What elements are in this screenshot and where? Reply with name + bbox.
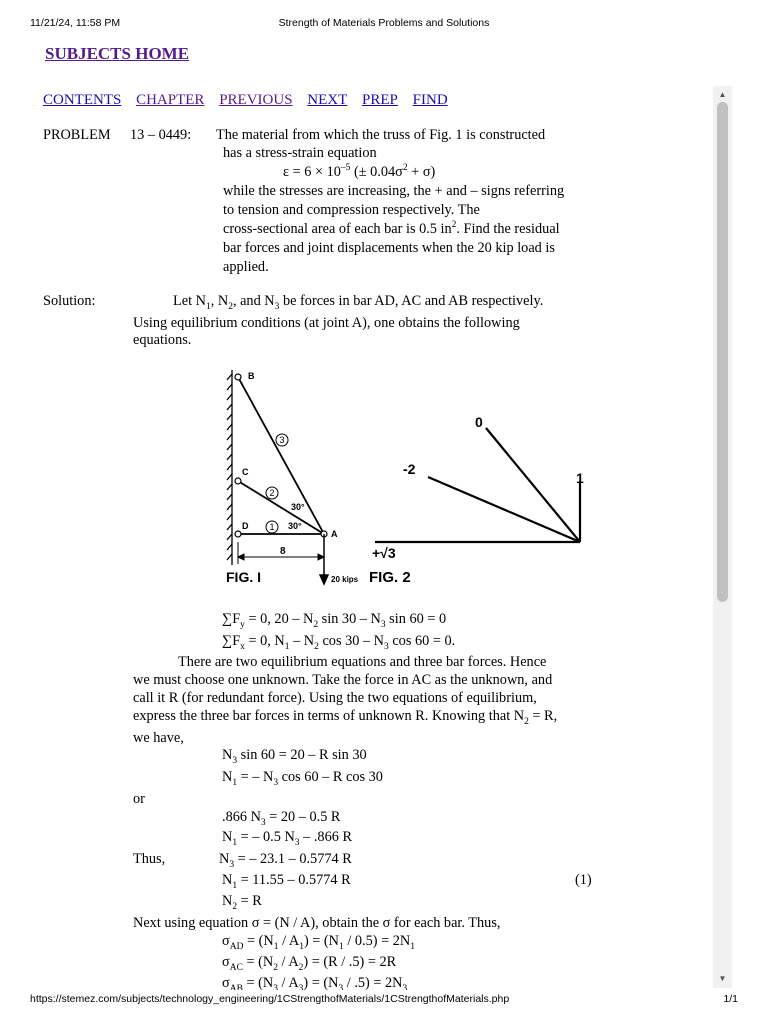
- nav-chapter-link[interactable]: CHAPTER: [136, 92, 205, 108]
- nav-next-link[interactable]: NEXT: [307, 92, 348, 108]
- solution-text-line: Let $N_1$, $N_2$, and $N_3$ be forces in bar AD, AC and AB respectively.: [173, 293, 544, 312]
- solution-text-line: equations.: [133, 332, 192, 348]
- bar-2: [238, 481, 324, 534]
- bar-number: 2: [269, 488, 275, 498]
- solution-text-line: Using equilibrium conditions (at joint A), one obtains the following: [133, 315, 520, 331]
- bar-number: 1: [269, 522, 275, 532]
- solution-text-line: we have,: [133, 730, 184, 746]
- node-label: A: [331, 529, 338, 539]
- problem-text-line: The material from which the truss of Fig. 1 is constructed: [216, 127, 546, 143]
- equation-line: $N_3$ = – 23.1 – 0.5774 R: [219, 851, 352, 870]
- scroll-down-arrow-icon[interactable]: ▼: [718, 974, 727, 983]
- problem-text-line: applied.: [223, 259, 269, 275]
- node-label: B: [248, 371, 255, 381]
- problem-text-line: has a stress-strain equation: [223, 145, 377, 161]
- problem-text-line: while the stresses are increasing, the + and – signs referring: [223, 183, 565, 199]
- angle-label: 30°: [291, 502, 305, 512]
- solution-label: Solution:: [43, 293, 96, 309]
- load-arrow: [320, 534, 328, 584]
- vertical-scrollbar[interactable]: [713, 86, 732, 988]
- scroll-up-arrow-icon[interactable]: ▲: [718, 90, 727, 99]
- equation-line: $N_1 = 11.55 - 0.5774$ R: [222, 872, 351, 891]
- scrollbar-thumb[interactable]: [717, 102, 728, 602]
- solution-text-line: call it R (for redundant force). Using the two equations of equilibrium,: [133, 690, 537, 706]
- angle-label: 30°: [288, 521, 302, 531]
- solution-text-line: we must choose one unknown. Take the force in AC as the unknown, and: [133, 672, 553, 688]
- fig2-lines: [375, 428, 580, 542]
- node-label: C: [242, 467, 249, 477]
- nav-contents-link[interactable]: CONTENTS: [43, 92, 122, 108]
- print-datetime: 11/21/24, 11:58 PM: [30, 17, 121, 29]
- nav-prep-link[interactable]: PREP: [362, 92, 398, 108]
- equation-line: $N_2 = R$: [222, 893, 262, 912]
- solution-text-line: Thus,: [133, 851, 166, 867]
- equation-line: $\sigma_{AD} = (N_1 / A_1) = (N_1 / 0.5) = 2N_1$: [222, 933, 415, 952]
- solution-text-line: There are two equilibrium equations and three bar forces. Hence: [178, 654, 547, 670]
- equilibrium-eq-x: $\sum F_x = 0$, $N_1 - N_2$ $\cos 30 - N_3$ cos 60 = 0.: [222, 633, 456, 652]
- equation-line: $\sigma_{AB} = (N_3 / A_3) = (N_3 / .5) = 2N_3$: [222, 975, 408, 990]
- equation-ref: (1): [575, 872, 592, 888]
- problem-text-line: to tension and compression respectively. The: [223, 202, 480, 218]
- print-title: Strength of Materials Problems and Solutions: [278, 17, 490, 29]
- equation-line: $N_1$ = – $N_3$ cos 60 – R cos 30: [222, 769, 383, 788]
- nav-bar: [43, 92, 459, 109]
- equation-line: $N_1$ = – 0.5 $N_3 - .866$ R: [222, 829, 352, 848]
- stress-strain-equation: $\varepsilon = 6 \times 10^{-5}$ (± $0.04\sigma^2 + \sigma$): [283, 163, 436, 180]
- nav-previous-link[interactable]: PREVIOUS: [219, 92, 293, 108]
- fig2-label-minus2: -2: [403, 461, 416, 477]
- bar-3: [238, 377, 324, 534]
- solution-text-line: or: [133, 791, 145, 807]
- problem-label: PROBLEM: [43, 127, 111, 143]
- fig1-wall: [227, 370, 232, 565]
- problem-text-line: cross-sectional area of each bar is 0.5 $in^2$. Find the residual: [223, 220, 560, 237]
- load-label: 20 kips: [331, 575, 359, 584]
- print-url: https://stemez.com/subjects/technology_engineering/1CStrengthofMaterials/1CStrengthofMaterials.php: [30, 993, 510, 1005]
- equation-line: $\sigma_{AC} = (N_2 / A_2) = (R / .5) = 2R$: [222, 954, 397, 973]
- problem-text-line: bar forces and joint displacements when the 20 kip load is: [223, 240, 555, 256]
- solution-text-fragment: = R,: [532, 708, 558, 724]
- fig2-label: FIG. 2: [369, 569, 411, 586]
- equilibrium-eq-y: $\sum F_y = 0$, $20 - N_2$ $\sin 30 - N_3$ sin 60 = 0: [222, 611, 447, 630]
- fig2-label-zero: 0: [475, 414, 483, 430]
- solution-text-line: Next using equation σ = (N / A), obtain the σ for each bar. Thus,: [133, 915, 501, 931]
- node-label: D: [242, 521, 249, 531]
- fig2-label-root3: +√3: [372, 545, 396, 561]
- equation-line: $N_3$ sin 60 = 20 – R sin 30: [222, 747, 367, 766]
- fig1-bars: [238, 377, 324, 534]
- subjects-home-link[interactable]: SUBJECTS HOME: [45, 44, 190, 63]
- nav-find-link[interactable]: FIND: [412, 92, 448, 108]
- fig1-label: FIG. I: [226, 569, 261, 585]
- fig2-label-one: 1: [576, 470, 584, 486]
- problem-number: 13 – 0449:: [130, 127, 192, 143]
- bar-number: 3: [279, 435, 285, 445]
- print-page-number: 1/1: [723, 993, 738, 1005]
- equation-line: .866 $N_3 = 20 - 0.5$ R: [222, 809, 341, 828]
- solution-text-fragment: express the three bar forces in terms of unknown R. Knowing that N: [133, 708, 525, 724]
- solution-text-line: express the three bar forces in terms of unknown R. Knowing that $N_2 = R$,: [133, 708, 558, 727]
- dimension-label: 8: [280, 546, 286, 557]
- truss-figure: [218, 360, 598, 590]
